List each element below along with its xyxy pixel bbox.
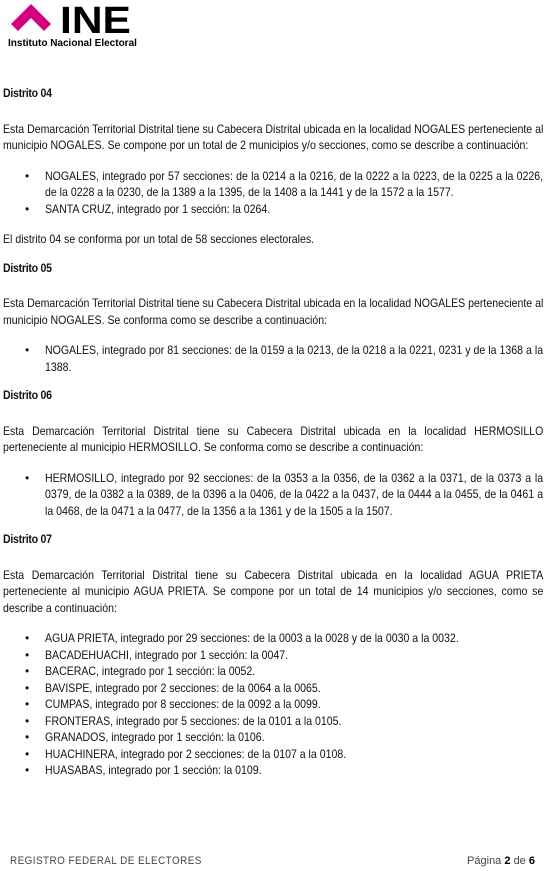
bullet-icon: •: [25, 631, 30, 645]
list-item: • BAVISPE, integrado por 2 secciones: de la 0064 a la 0065.: [25, 680, 321, 695]
bullet-icon: •: [25, 664, 30, 678]
bullet-list: [3, 470, 544, 520]
list-item: • GRANADOS, integrado por 1 sección: la 0106.: [25, 730, 265, 744]
district-paragraph: Esta Demarcación Territorial Distrital tiene su Cabecera Distrital ubicada en la localidad NOGALES perteneciente al municipio NOGALES. Se compone por un total de 2 municipios y/o secciones, como se describe a continuación:: [3, 121, 544, 152]
list-item: • NOGALES, integrado por 81 secciones: de la 0159 a la 0213, de la 0218 a la 0221, 0231 y de la 1368 a la 1388.: [25, 343, 544, 374]
bullet-icon: •: [25, 746, 30, 761]
bullet-icon: •: [25, 763, 30, 777]
page-number: Página 2 de 6: [467, 855, 535, 867]
bullet-list: [3, 630, 544, 779]
bullet-icon: •: [25, 168, 30, 183]
bullet-icon: •: [25, 343, 30, 357]
list-item: • BACADEHUACHI, integrado por 1 sección: la 0047.: [25, 647, 289, 662]
bullet-icon: •: [25, 470, 30, 485]
list-item: • AGUA PRIETA, integrado por 29 secciones: de la 0003 a la 0028 y de la 0030 a la 0032.: [25, 631, 459, 645]
bullet-icon: •: [25, 697, 30, 711]
list-item: • NOGALES, integrado por 57 secciones: de la 0214 a la 0216, de la 0222 a la 0223, de la 0225 a la 0226, de la 0228 a la 0230, de la 1389 a la 1395, de la 1408 a la 1441 y de la 1572 a la 1577.: [25, 168, 544, 199]
bullet-icon: •: [25, 730, 30, 744]
list-item: • HUASABAS, integrado por 1 sección: la 0109.: [25, 763, 262, 777]
bullet-list: [3, 168, 544, 218]
bullet-icon: •: [25, 713, 30, 728]
bullet-icon: •: [25, 647, 30, 662]
district-title: Distrito 05: [3, 260, 52, 275]
document-body: [3, 85, 544, 779]
ine-logo-subtitle: Instituto Nacional Electoral: [8, 38, 137, 49]
district-title: Distrito 04: [3, 86, 52, 100]
list-item: • BACERAC, integrado por 1 sección: la 0052.: [25, 664, 256, 678]
bullet-icon: •: [25, 680, 30, 695]
district-title: Distrito 06: [3, 388, 52, 402]
district-paragraph: Esta Demarcación Territorial Distrital tiene su Cabecera Distrital ubicada en la localidad AGUA PRIETA perteneciente al municipio AGUA PRIETA. Se compone por un total de 14 municipios y/o secciones, como se describe a continuación:: [3, 567, 544, 615]
ine-logo-icon: [3, 2, 59, 42]
ine-header: [3, 2, 163, 52]
district-paragraph: Esta Demarcación Territorial Distrital tiene su Cabecera Distrital ubicada en la localidad NOGALES perteneciente al municipio NOGALES. Se conforma como se describe a continuación:: [3, 296, 544, 327]
list-item: • FRONTERAS, integrado por 5 secciones: de la 0101 a la 0105.: [25, 713, 342, 728]
list-item: • HERMOSILLO, integrado por 92 secciones: de la 0353 a la 0356, de la 0362 a la 0371, de la 0373 a la 0379, de la 0382 a la 0389, de la 0396 a la 0406, de la 0422 a la 0437, de la 0444 a la 0455, de la 0461 a la 0468, de la 0471 a la 0477, de la 1356 a la 1361 y de la 1505 a la 1507.: [25, 470, 544, 518]
bullet-icon: •: [25, 201, 30, 216]
bullet-list: [3, 342, 544, 375]
district-paragraph: Esta Demarcación Territorial Distrital tiene su Cabecera Distrital ubicada en la localidad HERMOSILLO perteneciente al municipio HERMOSILLO. Se conforma como se describe a continuación:: [3, 423, 544, 454]
list-item: • CUMPAS, integrado por 8 secciones: de la 0092 a la 0099.: [25, 697, 321, 711]
district-closing: El distrito 04 se conforma por un total de 58 secciones electorales.: [3, 232, 315, 246]
list-item: • SANTA CRUZ, integrado por 1 sección: la 0264.: [25, 201, 271, 216]
list-item: • HUACHINERA, integrado por 2 secciones: de la 0107 a la 0108.: [25, 746, 347, 761]
ine-logo-wordmark: INE: [60, 0, 131, 42]
district-title: Distrito 07: [3, 532, 52, 546]
footer-org-name: REGISTRO FEDERAL DE ELECTORES: [10, 855, 202, 867]
